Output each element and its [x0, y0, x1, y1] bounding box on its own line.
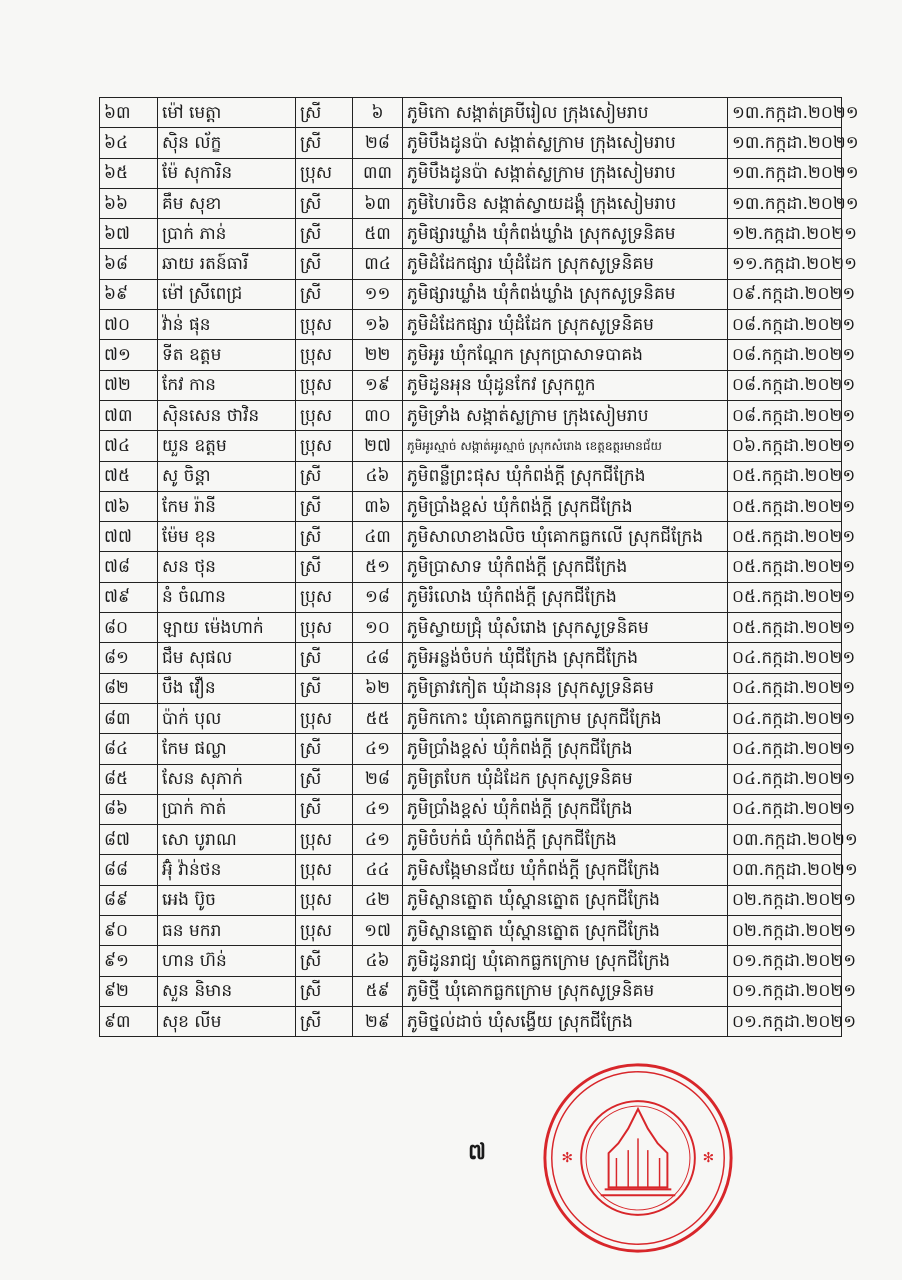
person-age: ៤៣ [353, 522, 403, 552]
row-number: ៧៦ [100, 491, 158, 521]
person-age: ២៧ [353, 431, 403, 461]
person-sex: ស្រី [296, 279, 353, 309]
person-sex: ស្រី [296, 461, 353, 491]
person-address: ភូមិដូនអុន ឃុំដូនកែវ ស្រុកពួក [403, 370, 728, 400]
row-number: ៨៩ [100, 885, 158, 915]
person-name: សោ បូរាណ [158, 825, 296, 855]
person-address: ភូមិទ្រាំង សង្កាត់ស្លក្រាម ក្រុងសៀមរាប [403, 400, 728, 430]
table-row [100, 613, 842, 643]
row-number: ៧៣ [100, 400, 158, 430]
person-sex: ស្រី [296, 946, 353, 976]
person-address: ភូមិអូរ ឃុំកណ្ដែក ស្រុកប្រាសាទបាគង [403, 340, 728, 370]
person-sex: ប្រុស [296, 340, 353, 370]
table-row [100, 219, 842, 249]
table-row [100, 976, 842, 1006]
row-number: ៦៧ [100, 219, 158, 249]
record-date: ០៤.កក្កដា.២០២១ [728, 734, 842, 764]
person-address: ភូមិត្របែក ឃុំដំដែក ស្រុកសូទ្រនិគម [403, 764, 728, 794]
person-sex: ស្រី [296, 976, 353, 1006]
person-age: ៤២ [353, 885, 403, 915]
record-date: ០៦.កក្កដា.២០២១ [728, 431, 842, 461]
person-name: ហាន ហ៊ន់ [158, 946, 296, 976]
person-name: ប្រាក់ ភាន់ [158, 219, 296, 249]
record-date: ០១.កក្កដា.២០២១ [728, 976, 842, 1006]
person-sex: ប្រុស [296, 613, 353, 643]
person-age: ១០ [353, 613, 403, 643]
table-row [100, 552, 842, 582]
person-sex: ស្រី [296, 128, 353, 158]
table-row [100, 1006, 842, 1036]
person-address: ភូមិស្ពានត្នោត ឃុំស្ពានត្នោត ស្រុកជីក្រែង [403, 916, 728, 946]
person-address: ភូមិដូនរាជ្យ ឃុំគោកធ្លកក្រោម ស្រុកជីក្រែង [403, 946, 728, 976]
person-address: ភូមិប្រាំងខ្ពស់ ឃុំកំពង់ក្ដី ស្រុកជីក្រែង [403, 491, 728, 521]
person-address: ភូមិសង្កែមានជ័យ ឃុំកំពង់ក្ដី ស្រុកជីក្រែង [403, 855, 728, 885]
person-age: ៤១ [353, 734, 403, 764]
table-row [100, 340, 842, 370]
person-name: ស៊ិនសេន ថាវិន [158, 400, 296, 430]
table-row [100, 491, 842, 521]
person-name: ធន មករា [158, 916, 296, 946]
person-age: ១៦ [353, 310, 403, 340]
person-address: ភូមិសាលាខាងលិច ឃុំគោកធ្លកលើ ស្រុកជីក្រែង [403, 522, 728, 552]
record-date: ០៥.កក្កដា.២០២១ [728, 522, 842, 552]
person-sex: ស្រី [296, 188, 353, 218]
row-number: ៦៥ [100, 158, 158, 188]
person-name: សួន និមាន [158, 976, 296, 1006]
record-date: ០៥.កក្កដា.២០២១ [728, 582, 842, 612]
person-address: ភូមិអូរស្មាច់ សង្កាត់អូរស្មាច់ ស្រុកសំរោង ខេត្តឧត្តរមានជ័យ [403, 431, 728, 461]
official-seal [540, 1060, 736, 1256]
person-sex: ស្រី [296, 764, 353, 794]
table-row [100, 703, 842, 733]
person-address: ភូមិហៃរចិន សង្កាត់ស្វាយដង្គុំ ក្រុងសៀមរាប [403, 188, 728, 218]
seal-emblem-icon [540, 1060, 736, 1256]
person-sex: ប្រុស [296, 855, 353, 885]
record-date: ០៥.កក្កដា.២០២១ [728, 613, 842, 643]
person-address: ភូមិផ្សារឃ្លាំង ឃុំកំពង់ឃ្លាំង ស្រុកសូទ្រនិគម [403, 219, 728, 249]
person-sex: ប្រុស [296, 431, 353, 461]
person-age: ៣៣ [353, 158, 403, 188]
row-number: ៦៦ [100, 188, 158, 218]
row-number: ៨៥ [100, 764, 158, 794]
table-row [100, 158, 842, 188]
person-sex: ប្រុស [296, 158, 353, 188]
row-number: ៨៧ [100, 825, 158, 855]
record-date: ០២.កក្កដា.២០២១ [728, 885, 842, 915]
record-date: ០៤.កក្កដា.២០២១ [728, 703, 842, 733]
person-name: ប៉ាក់ បុល [158, 703, 296, 733]
row-number: ៦៨ [100, 249, 158, 279]
table-row [100, 188, 842, 218]
row-number: ៧៧ [100, 522, 158, 552]
table-row [100, 431, 842, 461]
person-sex: ស្រី [296, 98, 353, 128]
record-date: ០៥.កក្កដា.២០២១ [728, 461, 842, 491]
person-address: ភូមិស្វាយជ្រុំ ឃុំសំរោង ស្រុកសូទ្រនិគម [403, 613, 728, 643]
record-date: ០៤.កក្កដា.២០២១ [728, 673, 842, 703]
person-name: សូ ចិន្តា [158, 461, 296, 491]
record-date: ០១.កក្កដា.២០២១ [728, 1006, 842, 1036]
record-date: ១២.កក្កដា.២០២១ [728, 219, 842, 249]
person-address: ភូមិដំដែកផ្សារ ឃុំដំដែក ស្រុកសូទ្រនិគម [403, 249, 728, 279]
person-sex: ប្រុស [296, 400, 353, 430]
record-date: ០៩.កក្កដា.២០២១ [728, 279, 842, 309]
person-age: ៥៥ [353, 703, 403, 733]
row-number: ៧០ [100, 310, 158, 340]
table-row [100, 885, 842, 915]
record-date: ០១.កក្កដា.២០២១ [728, 946, 842, 976]
person-name: ជឹម សុផល [158, 643, 296, 673]
row-number: ៦៩ [100, 279, 158, 309]
table-row [100, 128, 842, 158]
row-number: ៧៤ [100, 431, 158, 461]
person-age: ៥១ [353, 552, 403, 582]
person-address: ភូមិចំបក់ធំ ឃុំកំពង់ក្ដី ស្រុកជីក្រែង [403, 825, 728, 855]
person-sex: ប្រុស [296, 370, 353, 400]
person-address: ភូមិរំលោង ឃុំកំពង់ក្ដី ស្រុកជីក្រែង [403, 582, 728, 612]
person-address: ភូមិថ្នល់ដាច់ ឃុំសង្វើយ ស្រុកជីក្រែង [403, 1006, 728, 1036]
record-date: ០២.កក្កដា.២០២១ [728, 916, 842, 946]
table-row [100, 522, 842, 552]
record-date: ០៤.កក្កដា.២០២១ [728, 794, 842, 824]
table-row [100, 916, 842, 946]
person-name: វ៉ាន់ ផុន [158, 310, 296, 340]
record-date: ០៣.កក្កដា.២០២១ [728, 855, 842, 885]
record-date: ០៨.កក្កដា.២០២១ [728, 310, 842, 340]
row-number: ៩១ [100, 946, 158, 976]
person-name: អេង ប៊ូច [158, 885, 296, 915]
person-address: ភូមិផ្សារឃ្លាំង ឃុំកំពង់ឃ្លាំង ស្រុកសូទ្រនិគម [403, 279, 728, 309]
table-row [100, 673, 842, 703]
record-date: ០៨.កក្កដា.២០២១ [728, 400, 842, 430]
person-address: ភូមិប្រាំងខ្ពស់ ឃុំកំពង់ក្ដី ស្រុកជីក្រែង [403, 794, 728, 824]
record-date: ០៤.កក្កដា.២០២១ [728, 643, 842, 673]
table-row [100, 734, 842, 764]
person-age: ៤៨ [353, 643, 403, 673]
table-row [100, 764, 842, 794]
person-sex: ប្រុស [296, 825, 353, 855]
person-age: ៥៣ [353, 219, 403, 249]
row-number: ៩៣ [100, 1006, 158, 1036]
person-name: ម៉ែ សុការិន [158, 158, 296, 188]
person-age: ៣០ [353, 400, 403, 430]
person-age: ២២ [353, 340, 403, 370]
table-row [100, 946, 842, 976]
person-age: ១១ [353, 279, 403, 309]
record-date: ០៣.កក្កដា.២០២១ [728, 825, 842, 855]
person-name: ប្រាក់ កាត់ [158, 794, 296, 824]
table-row [100, 461, 842, 491]
table-row [100, 794, 842, 824]
person-age: ៣៦ [353, 491, 403, 521]
person-address: ភូមិដំដែកផ្សារ ឃុំដំដែក ស្រុកសូទ្រនិគម [403, 310, 728, 340]
person-age: ១៨ [353, 582, 403, 612]
row-number: ៨៨ [100, 855, 158, 885]
record-date: ០៤.កក្កដា.២០២១ [728, 764, 842, 794]
row-number: ៨៣ [100, 703, 158, 733]
person-age: ៤១ [353, 794, 403, 824]
person-sex: ប្រុស [296, 310, 353, 340]
page-number: ៧ [468, 1140, 487, 1165]
person-address: ភូមិត្រាវកៀត ឃុំដានរុន ស្រុកសូទ្រនិគម [403, 673, 728, 703]
person-address: ភូមិកោ សង្កាត់គ្របីរៀល ក្រុងសៀមរាប [403, 98, 728, 128]
person-age: ៤៤ [353, 855, 403, 885]
row-number: ៩០ [100, 916, 158, 946]
table-row [100, 643, 842, 673]
person-name: ម៉ៅ មេត្តា [158, 98, 296, 128]
person-name: ស៊ិន ល័ក្ខ [158, 128, 296, 158]
person-address: ភូមិបឹងដូនប៉ា សង្កាត់ស្លក្រាម ក្រុងសៀមរាប [403, 128, 728, 158]
person-name: ម៉ែម ខុន [158, 522, 296, 552]
person-sex: ស្រី [296, 491, 353, 521]
row-number: ៩២ [100, 976, 158, 1006]
table-row [100, 98, 842, 128]
person-address: ភូមិស្ពានត្នោត ឃុំស្ពានត្នោត ស្រុកជីក្រែង [403, 885, 728, 915]
table-row [100, 310, 842, 340]
person-name: យួន ឧត្តម [158, 431, 296, 461]
person-age: ១៧ [353, 916, 403, 946]
person-name: សុខ លីម [158, 1006, 296, 1036]
person-name: សែន សុភាក់ [158, 764, 296, 794]
person-age: ១៩ [353, 370, 403, 400]
record-date: ១៣.កក្កដា.២០២១ [728, 158, 842, 188]
person-sex: ស្រី [296, 249, 353, 279]
table-row [100, 400, 842, 430]
row-number: ៧៥ [100, 461, 158, 491]
person-address: ភូមិពន្លឺព្រះផុស ឃុំកំពង់ក្ដី ស្រុកជីក្រែង [403, 461, 728, 491]
records-table [99, 97, 859, 1037]
person-sex: ស្រី [296, 643, 353, 673]
person-address: ភូមិថ្មី ឃុំគោកធ្លកក្រោម ស្រុកសូទ្រនិគម [403, 976, 728, 1006]
row-number: ៧១ [100, 340, 158, 370]
person-age: ៤៦ [353, 946, 403, 976]
person-name: នំ ចំណាន [158, 582, 296, 612]
person-age: ៣៤ [353, 249, 403, 279]
person-age: ៦ [353, 98, 403, 128]
svg-text:✻: ✻ [561, 1149, 574, 1166]
table-row [100, 249, 842, 279]
person-name: ទីត ឧត្តម [158, 340, 296, 370]
person-sex: ស្រី [296, 734, 353, 764]
record-date: ០៨.កក្កដា.២០២១ [728, 370, 842, 400]
record-date: ១១.កក្កដា.២០២១ [728, 249, 842, 279]
person-sex: ស្រី [296, 522, 353, 552]
row-number: ៨២ [100, 673, 158, 703]
table-row [100, 582, 842, 612]
record-date: ០៥.កក្កដា.២០២១ [728, 552, 842, 582]
table-row [100, 825, 842, 855]
table-row [100, 370, 842, 400]
record-date: ១៣.កក្កដា.២០២១ [728, 188, 842, 218]
person-address: ភូមិបឹងដូនប៉ា សង្កាត់ស្លក្រាម ក្រុងសៀមរាប [403, 158, 728, 188]
person-name: ឡាយ ម៉េងហាក់ [158, 613, 296, 643]
row-number: ៦៤ [100, 128, 158, 158]
person-age: ៤៦ [353, 461, 403, 491]
table-row [100, 855, 842, 885]
person-name: សន ថុន [158, 552, 296, 582]
person-age: ២៨ [353, 128, 403, 158]
row-number: ៧២ [100, 370, 158, 400]
person-sex: ស្រី [296, 794, 353, 824]
person-name: កែម ផល្លា [158, 734, 296, 764]
person-address: ភូមិកកោះ ឃុំគោកធ្លកក្រោម ស្រុកជីក្រែង [403, 703, 728, 733]
person-sex: ប្រុស [296, 916, 353, 946]
person-name: ឆាយ រតន៍ធារី [158, 249, 296, 279]
person-age: ២៩ [353, 1006, 403, 1036]
person-sex: ស្រី [296, 552, 353, 582]
person-age: ៥៩ [353, 976, 403, 1006]
person-address: ភូមិអន្លង់ចំបក់ ឃុំជីក្រែង ស្រុកជីក្រែង [403, 643, 728, 673]
row-number: ៨១ [100, 643, 158, 673]
table-row [100, 279, 842, 309]
person-sex: ស្រី [296, 1006, 353, 1036]
person-name: បឹង វឿន [158, 673, 296, 703]
person-name: ម៉ៅ ស្រីពេជ្រ [158, 279, 296, 309]
person-name: អ៊ុំ វ៉ាន់ថន [158, 855, 296, 885]
row-number: ៧៨ [100, 552, 158, 582]
person-age: ៦៣ [353, 188, 403, 218]
person-sex: ប្រុស [296, 703, 353, 733]
record-date: ០៨.កក្កដា.២០២១ [728, 340, 842, 370]
person-name: កែវ កាន [158, 370, 296, 400]
svg-text:✻: ✻ [702, 1149, 715, 1166]
person-address: ភូមិប្រាំងខ្ពស់ ឃុំកំពង់ក្ដី ស្រុកជីក្រែង [403, 734, 728, 764]
person-name: កែម រ៉ានី [158, 491, 296, 521]
row-number: ៨៦ [100, 794, 158, 824]
person-age: ៤១ [353, 825, 403, 855]
person-sex: ប្រុស [296, 582, 353, 612]
row-number: ៧៩ [100, 582, 158, 612]
person-sex: ប្រុស [296, 885, 353, 915]
person-age: ៦២ [353, 673, 403, 703]
record-date: ១៣.កក្កដា.២០២១ [728, 98, 842, 128]
person-address: ភូមិប្រាសាទ ឃុំកំពង់ក្ដី ស្រុកជីក្រែង [403, 552, 728, 582]
person-sex: ស្រី [296, 673, 353, 703]
record-date: ១៣.កក្កដា.២០២១ [728, 128, 842, 158]
row-number: ៦៣ [100, 98, 158, 128]
person-age: ២៨ [353, 764, 403, 794]
person-sex: ស្រី [296, 219, 353, 249]
record-date: ០៥.កក្កដា.២០២១ [728, 491, 842, 521]
row-number: ៨៤ [100, 734, 158, 764]
row-number: ៨០ [100, 613, 158, 643]
person-name: គឹម សុខា [158, 188, 296, 218]
